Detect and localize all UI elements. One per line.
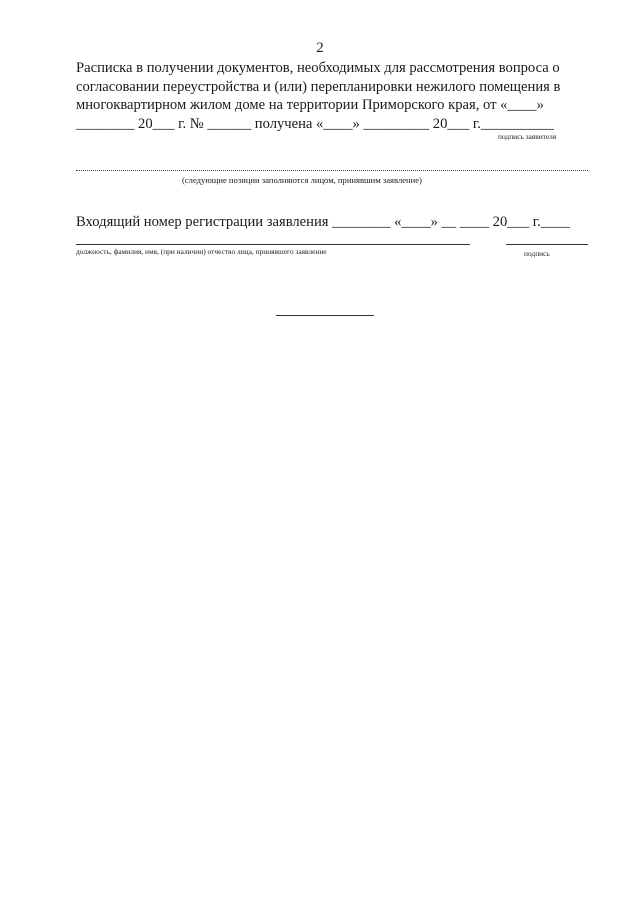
official-caption: должность, фамилия, имя, (при наличии) отчество лица, принявшего заявление [76,247,327,256]
applicant-signature-caption: подпись заявителя [498,132,557,141]
separator-dotted-line [76,170,588,171]
receipt-line-3: многоквартирном жилом доме на территории Приморского края, от «____» [76,97,544,113]
next-positions-note: (следующие позиции заполняются лицом, принявшим заявление) [182,175,422,185]
receipt-line-4: ________ 20___ г. № ______ получена «____» _________ 20___ г.__________ [76,115,554,132]
official-signature-line [506,244,588,245]
registration-line: Входящий номер регистрации заявления ________ «____» __ ____ 20___ г.____ [76,214,570,230]
official-signature-caption: подпись [524,249,550,258]
receipt-line-2: согласовании переустройства и (или) перепланировки нежилого помещения в [76,78,561,95]
end-of-document-line [276,315,374,316]
page-number: 2 [316,40,324,56]
official-name-line [76,244,470,245]
receipt-line-1: Расписка в получении документов, необходимых для рассмотрения вопроса о [76,60,560,76]
receipt-paragraph [76,59,588,133]
